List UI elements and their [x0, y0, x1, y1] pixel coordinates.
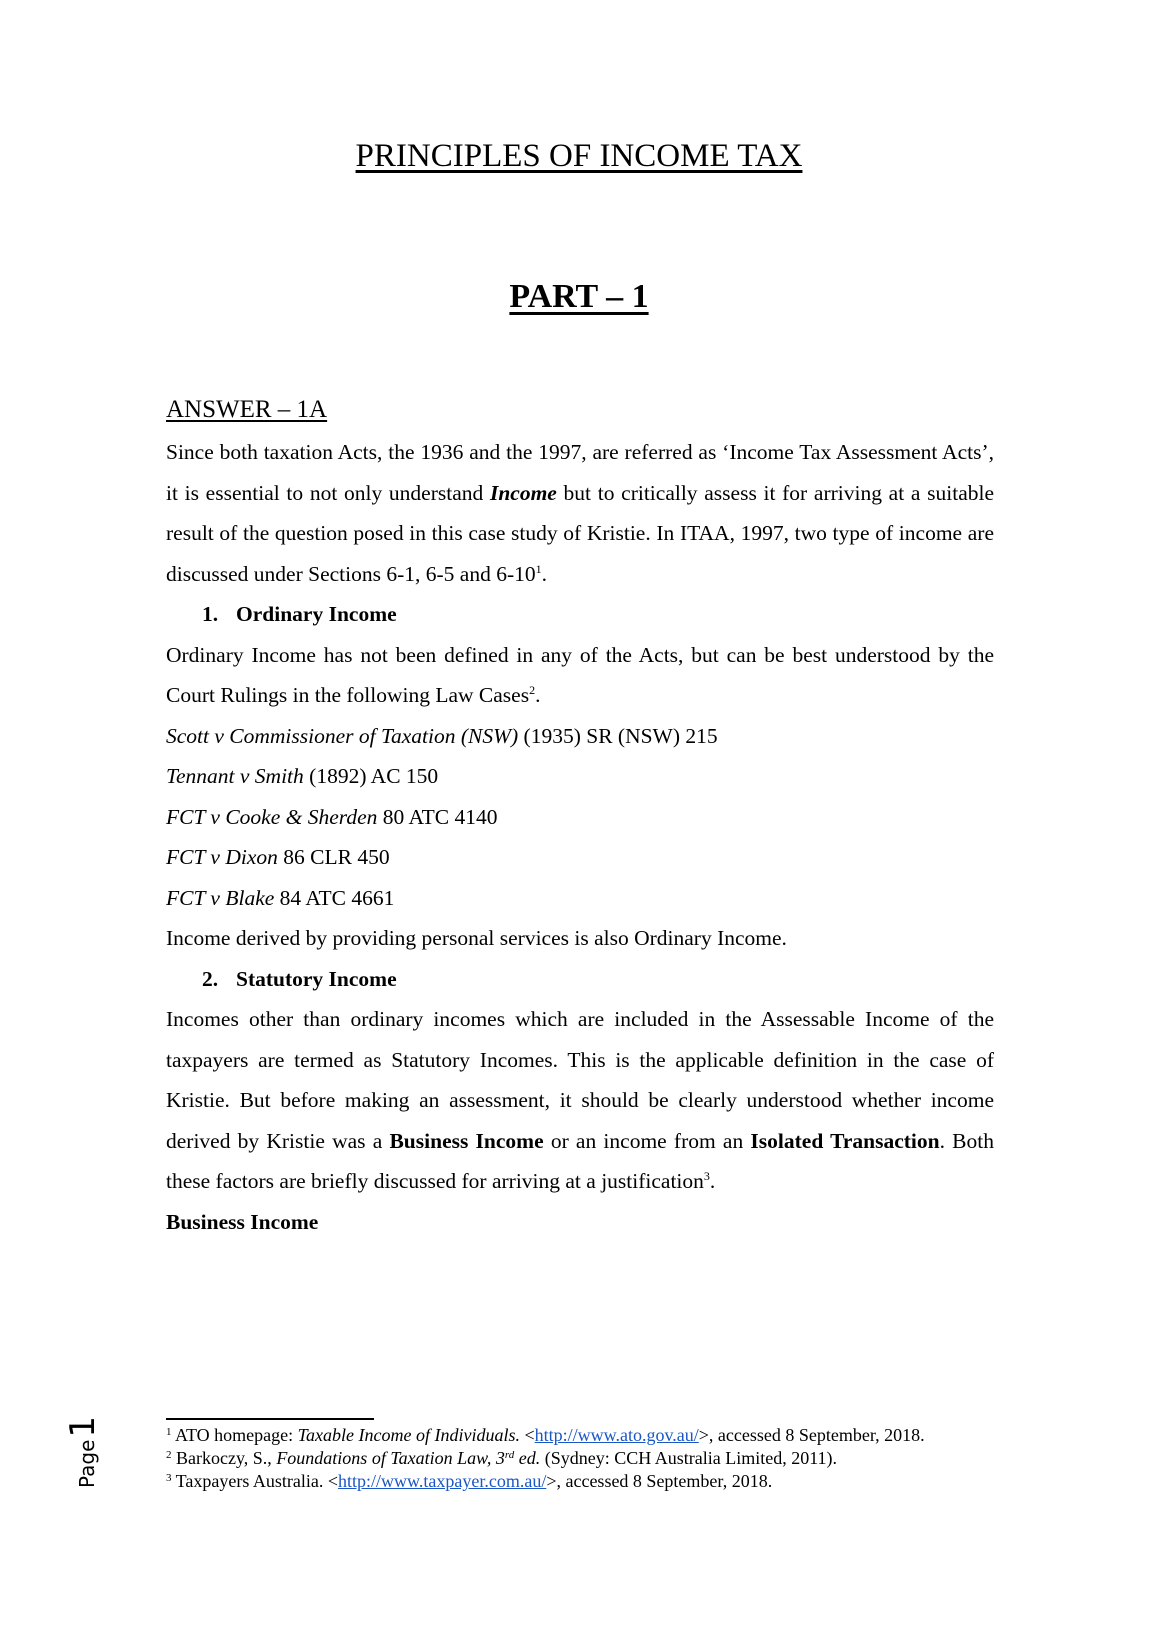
footnote-text: Barkoczy, S.,: [171, 1448, 277, 1468]
footnote-number: 3: [166, 1472, 172, 1484]
section-label: Statutory Income: [236, 966, 397, 991]
footnote-text: >, accessed 8 September, 2018.: [546, 1471, 773, 1491]
statutory-income-paragraph: [166, 999, 994, 1202]
isolated-transaction-term: Isolated Transaction: [750, 1128, 940, 1153]
case-name: Scott v Commissioner of Taxation (NSW): [166, 723, 519, 748]
intro-text-1: Since both taxation Acts, the 1936 and the 1997, are referred as ‘Income Tax Assessment Acts’, it is essential to not only understand: [166, 440, 994, 505]
business-income-term: Business Income: [389, 1128, 544, 1153]
footnote-3: [166, 1470, 996, 1493]
statutory-text-4: .: [709, 1169, 716, 1193]
footnote-number: 1: [166, 1426, 172, 1438]
intro-text-3: .: [541, 561, 547, 586]
footnote-text: (Sydney: CCH Australia Limited, 2011).: [540, 1448, 838, 1468]
case-citation: [166, 716, 994, 757]
case-citation: [166, 797, 994, 838]
case-reference: 84 ATC 4661: [274, 885, 395, 910]
ordinary-text-1: Ordinary Income has not been defined in any of the Acts, but can be best understood by the Court Rulings in the following Law Cases: [166, 642, 994, 707]
section-statutory-income: [166, 959, 994, 1000]
page-number: [63, 1368, 103, 1488]
footnote-title: [276, 1448, 540, 1468]
footnotes: [166, 1424, 996, 1493]
case-reference: 80 ATC 4140: [377, 804, 498, 829]
intro-paragraph: [166, 432, 994, 594]
case-name: FCT v Dixon: [166, 845, 278, 869]
case-reference: (1892) AC 150: [303, 764, 439, 788]
case-citation: [166, 756, 994, 797]
footnote-number: 2: [166, 1449, 172, 1461]
footnote-separator: [166, 1418, 374, 1420]
footnote-title-text: ed.: [514, 1448, 541, 1468]
statutory-text-2: or an income from an: [543, 1128, 751, 1153]
taxpayer-link[interactable]: http://www.taxpayer.com.au/: [338, 1471, 547, 1491]
case-citation: [166, 878, 994, 919]
footnote-text: <: [519, 1425, 535, 1445]
footnote-text: Taxpayers Australia. <: [171, 1471, 339, 1491]
case-name: FCT v Blake: [166, 885, 275, 910]
footnote-1: [166, 1424, 996, 1447]
page-digit: 1: [63, 1415, 103, 1438]
case-reference: 86 CLR 450: [277, 845, 390, 869]
footnote-text: >, accessed 8 September, 2018.: [698, 1425, 925, 1445]
statutory-text-3: . Both these factors are briefly discussed for arriving at a justification: [166, 1128, 994, 1193]
ordinary-text-2: .: [535, 683, 541, 707]
ato-link[interactable]: http://www.ato.gov.au/: [534, 1425, 699, 1445]
statutory-text-1: Incomes other than ordinary incomes which are included in the Assessable Income of the taxpayers are termed as Statutory Incomes. This is the applicable definition in the case of Kristie. But before making an assessment, it should be clearly understood whether income derived by Kristie was a: [166, 1007, 994, 1153]
section-ordinary-income: [166, 594, 994, 635]
section-number: 2.: [202, 966, 219, 991]
intro-text-2: but to critically assess it for arriving at a suitable result of the question posed in this case study of Kristie. In ITAA, 1997, two type of income are discussed under Sections 6-1, 6-5 and 6-10: [166, 480, 994, 586]
section-number: 1.: [202, 602, 219, 626]
footnote-title-text: Foundations of Taxation Law, 3: [276, 1448, 505, 1468]
case-citation: [166, 837, 994, 878]
ordinal-suffix: rd: [504, 1449, 515, 1461]
footnote-ref-1[interactable]: 1: [535, 561, 542, 576]
section-label: Ordinary Income: [236, 602, 397, 626]
services-line: Income derived by providing personal services is also Ordinary Income.: [166, 926, 787, 950]
answer-heading: ANSWER – 1A: [166, 396, 328, 423]
footnote-text: ATO homepage:: [171, 1425, 298, 1445]
page-label: Page: [75, 1439, 99, 1488]
case-reference: (1935) SR (NSW) 215: [518, 723, 718, 748]
footnote-2: [166, 1447, 996, 1470]
income-term: Income: [489, 480, 557, 505]
ordinary-income-paragraph: [166, 635, 994, 716]
footnote-title: Taxable Income of Individuals.: [297, 1425, 520, 1445]
footnote-ref-2[interactable]: 2: [529, 683, 536, 697]
business-income-heading: Business Income: [166, 1209, 319, 1234]
document-title: PRINCIPLES OF INCOME TAX: [355, 138, 803, 174]
case-name: Tennant v Smith: [166, 764, 304, 788]
footnote-ref-3[interactable]: 3: [703, 1169, 710, 1183]
case-name: FCT v Cooke & Sherden: [166, 804, 378, 829]
body-content: [166, 392, 994, 1242]
part-heading: PART – 1: [509, 278, 649, 315]
